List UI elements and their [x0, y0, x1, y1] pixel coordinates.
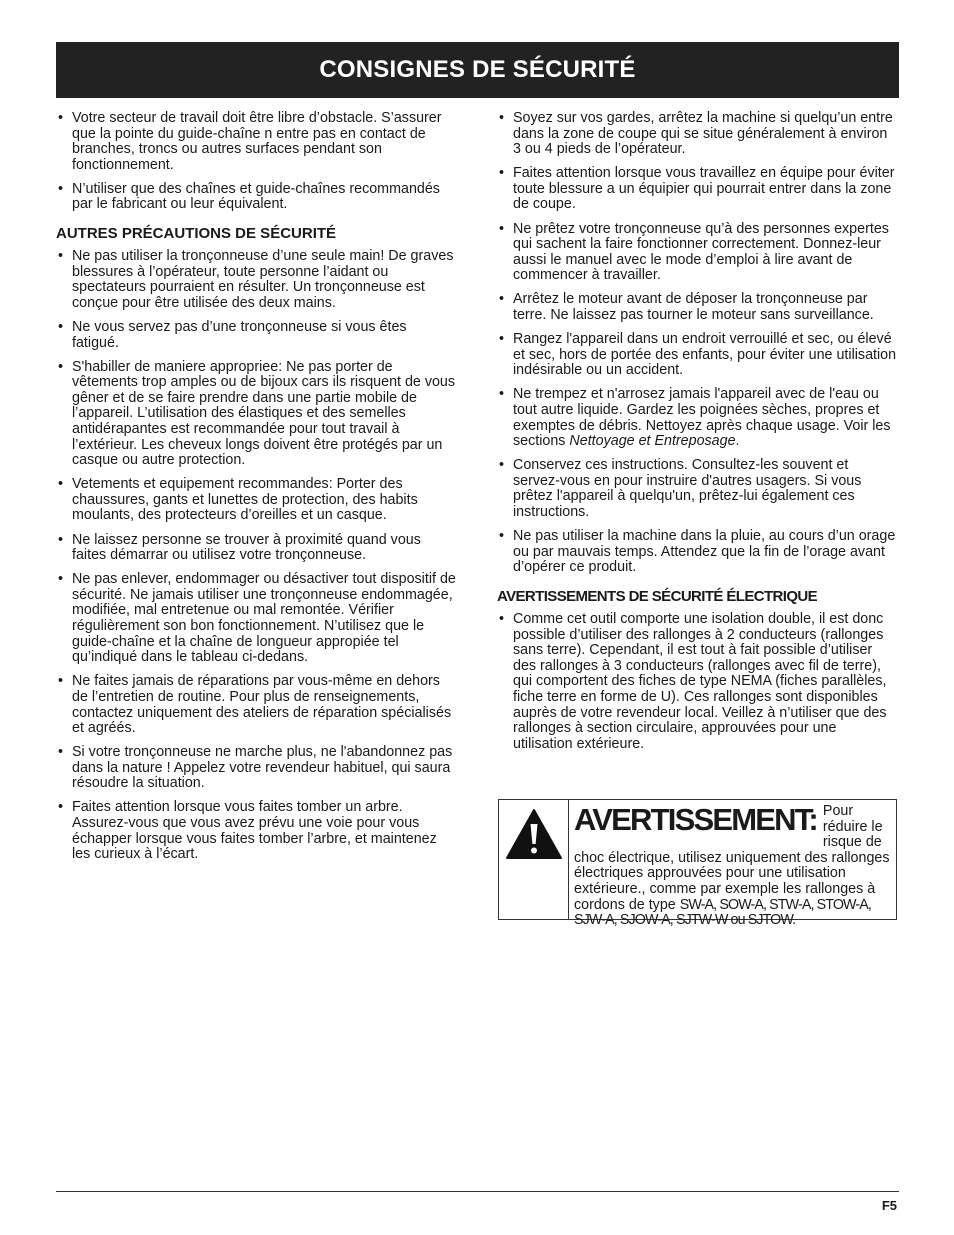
- header-bar: [56, 42, 899, 98]
- list-item-text: Comme cet outil comporte une isolation double, il est donc possible d’utiliser des rallonges à 2 conducteurs (rallonges sans terre). Cependant, il est tout à fait possible d’utiliser des rallonges à 3 conducteurs (rallonges avec fil de terre), qui comportent des fiches de type NEMA (fiches parallèles, fiche terre en forme de U). Ces rallonges sont disponibles auprès de votre revendeur local. Veillez à n’utiliser que des rallonges à section circulaire, approuvées pour une utilisation extérieure.: [513, 610, 887, 752]
- list-item: [497, 222, 899, 284]
- warning-text: Pour réduire le risque de choc électrique, utilisez uniquement des rallonges électriques approuvées pour une utilisation extérieure., comme par exemple les rallonges à cordons de type: [574, 803, 890, 913]
- bullet: •: [58, 358, 64, 375]
- bullet: •: [58, 110, 64, 126]
- list-item-text: S'habiller de maniere appropriee: Ne pas porter de vêtements trop amples ou de bijoux cars ils risquent de vous gêner et de se faire prendre dans une partie mobile de l’appareil. L’utilisation des élastiques et des semelles antidérapantes est recommandée pour tout travail à l’extérieur. Les cheveux longs doivent être protégés par un casque ou autre protection.: [72, 358, 456, 469]
- list-item-end: .: [735, 433, 740, 450]
- list-item: [56, 320, 456, 351]
- bullet: •: [58, 571, 64, 588]
- list-item-text: Ne faites jamais de réparations par vous-même en dehors de l’entretien de routine. Pour plus de renseignements, contactez uniquement des ateliers de réparation spécialisés et agréés.: [72, 673, 452, 737]
- list-item: [56, 360, 456, 469]
- list-item: [497, 529, 899, 576]
- list-item-text: Arrêtez le moteur avant de déposer la tronçonneuse par terre. Ne laissez pas tourner le moteur sans surveillance.: [513, 291, 874, 324]
- bullet: •: [499, 457, 505, 474]
- list-item: [56, 745, 456, 792]
- list-item: [56, 533, 456, 564]
- page-number: F5: [881, 1198, 897, 1213]
- list-item: [56, 674, 456, 736]
- list-item-text: Ne vous servez pas d’une tronçonneuse si vous êtes fatigué.: [72, 318, 407, 351]
- warning-cord-types: SW-A, SOW-A, STW-A, STOW-A, SJW-A, SJOW-A, SJTW-W ou SJTOW.: [574, 896, 871, 929]
- left-column: [56, 111, 456, 871]
- bullet: •: [58, 531, 64, 548]
- bullet: •: [58, 248, 64, 265]
- list-item-text: Conservez ces instructions. Consultez-les souvent et servez-vous en pour instruire d'autres usagers. Si vous prêtez l'appareil à quelqu'un, prêtez-lui également ces instructions.: [513, 457, 862, 521]
- list-item-text: Si votre tronçonneuse ne marche plus, ne l'abandonnez pas dans la nature ! Appelez votre revendeur habituel, qui saura résoudre la situation.: [72, 744, 453, 792]
- list-item: [497, 458, 899, 520]
- list-item-text: Faites attention lorsque vous faites tomber un arbre. Assurez-vous que vous avez prévu une voie pour vous échapper lorsque vous faites tomber l’arbre, et maintenez les curieux à l’écart.: [72, 799, 437, 863]
- bullet: •: [499, 610, 505, 627]
- list-item-text: Ne pas enlever, endommager ou désactiver tout dispositif de sécurité. Ne jamais utiliser une tronçonneuse endommagée, modifiée, mal entretenue ou mal remontée. Vérifier régulièrement son bon fonctionnement. N’utilisez que le guide-chaîne et la chaîne de longueur appropiée tel qu’indiqué dans le tableau ci-dedans.: [72, 571, 456, 666]
- warning-title: AVERTISSEMENT:: [574, 802, 817, 837]
- bullet: •: [499, 331, 505, 348]
- list-item: [56, 111, 456, 173]
- bullet: •: [499, 220, 505, 237]
- section-reference: Nettoyage et Entreposage: [569, 433, 736, 450]
- list-item-text: Faites attention lorsque vous travaillez en équipe pour éviter toute blessure a un équipier qui pourrait entrer dans la zone de coupe.: [513, 165, 895, 213]
- bullet: •: [58, 318, 64, 335]
- bullet: •: [58, 476, 64, 493]
- section-heading-other-precautions: AUTRES PRÉCAUTIONS DE SÉCURITÉ: [56, 225, 337, 243]
- warning-text-cell: [569, 800, 896, 929]
- list-item: [497, 166, 899, 213]
- page-title: CONSIGNES DE SÉCURITÉ: [319, 56, 636, 83]
- list-item-text: Soyez sur vos gardes, arrêtez la machine si quelqu’un entre dans la zone de coupe qui se situe généralement à environ 3 ou 4 pieds de l’opérateur.: [513, 110, 893, 158]
- list-item: [56, 477, 456, 524]
- list-item: [56, 800, 456, 862]
- bullet: •: [58, 799, 64, 816]
- bullet: •: [58, 180, 64, 197]
- electrical-list: [497, 612, 899, 752]
- precautions-list: [56, 249, 456, 863]
- bullet: •: [499, 386, 505, 403]
- safety-list: [497, 111, 899, 576]
- bullet: •: [58, 673, 64, 690]
- list-item: [497, 111, 899, 158]
- right-column: [497, 111, 899, 761]
- list-item: [497, 612, 899, 752]
- bullet: •: [58, 744, 64, 761]
- list-item-text: Votre secteur de travail doit être libre d’obstacle. S’assurer que la pointe du guide-chaîne n entre pas en contact de branches, troncs ou autres surfaces pendant son fonctionnement.: [72, 110, 442, 173]
- list-item-text: Ne trempez et n'arrosez jamais l'appareil avec de l'eau ou tout autre liquide. Gardez les poignées sèches, propres et exemptes de débris. Nettoyez après chaque usage. Voir les sections: [513, 386, 891, 450]
- intro-list: [56, 111, 456, 213]
- list-item: [56, 249, 456, 311]
- section-heading-electrical: AVERTISSEMENTS DE SÉCURITÉ ÉLECTRIQUE: [497, 587, 818, 605]
- list-item: [497, 387, 899, 449]
- bullet: •: [499, 528, 505, 545]
- list-item-text: N’utiliser que des chaînes et guide-chaînes recommandés par le fabricant ou leur équivalent.: [72, 180, 440, 213]
- list-item: [56, 182, 456, 213]
- warning-box: [498, 799, 897, 929]
- list-item: [497, 332, 899, 379]
- list-item-text: Vetements et equipement recommandes: Porter des chaussures, gants et lunettes de protection, des habits moulants, des protecteurs d’oreilles et un casque.: [72, 476, 418, 524]
- list-item-text: Ne pas utiliser la tronçonneuse d’une seule main! De graves blessures à l’opérateur, toute personne l’aidant ou spectateurs pourraient en résulter. Un tronçonneuse est conçue pour être utilisée des deux mains.: [72, 248, 454, 311]
- warning-icon-cell: [499, 800, 569, 919]
- bullet: •: [499, 110, 505, 126]
- bullet: •: [499, 291, 505, 308]
- list-item-text: Rangez l'appareil dans un endroit verrouillé et sec, ou élevé et sec, hors de portée des enfants, pour éviter une utilisation indésirable ou un accident.: [513, 331, 897, 379]
- warning-triangle-icon: [505, 808, 563, 860]
- bullet: •: [499, 165, 505, 182]
- list-item-text: Ne laissez personne se trouver à proximité quand vous faites démarrar ou utilisez votre tronçonneuse.: [72, 531, 421, 564]
- list-item: [497, 292, 899, 323]
- list-item-text: Ne prêtez votre tronçonneuse qu’à des personnes expertes qui sachent la faire fonctionner correctement. Donnez-leur aussi le manuel avec le mode d’emploi à lire avant de commencer à travailler.: [513, 220, 889, 284]
- footer-rule: [56, 1191, 899, 1192]
- list-item: [56, 572, 456, 666]
- list-item-text: Ne pas utiliser la machine dans la pluie, au cours d’un orage ou par mauvais temps. Attendez que la fin de l’orage avant d’opérer ce produit.: [513, 528, 896, 576]
